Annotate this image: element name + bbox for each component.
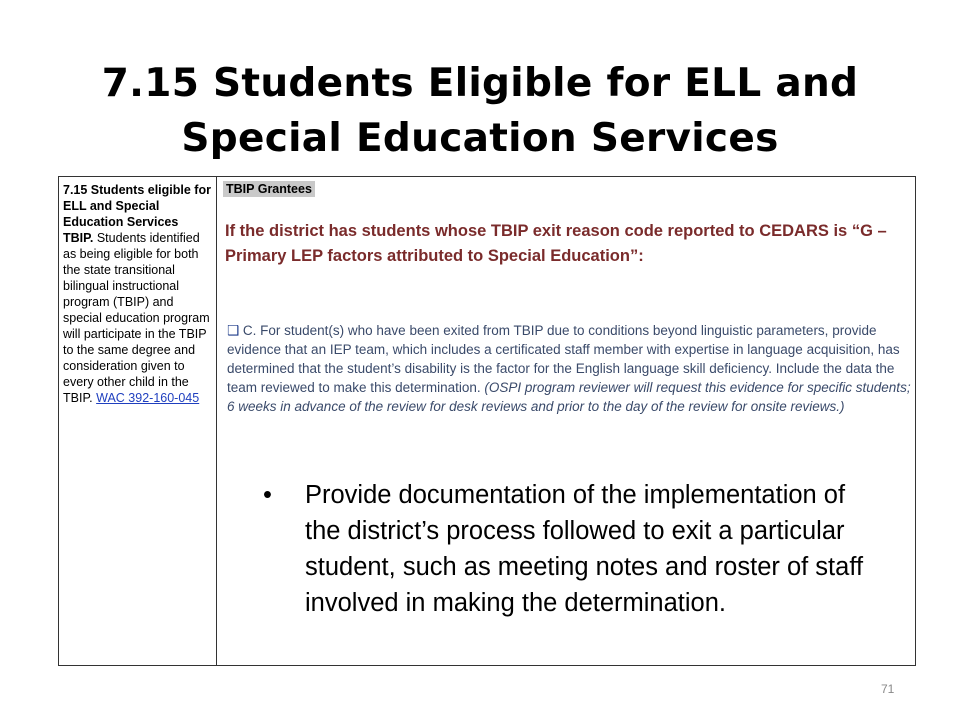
- checkbox-icon[interactable]: ❑: [227, 323, 240, 338]
- page-number: 71: [881, 682, 895, 696]
- cedars-condition: If the district has students whose TBIP exit reason code reported to CEDARS is “G – Primary LEP factors attributed to Special Education”:: [225, 222, 887, 265]
- requirement-description: Students identified as being eligible for both the state transitional bilingual instructional program (TBIP) and special education program will participate in the TBIP to the same degree and consideration given to every other child in the TBIP.: [63, 231, 210, 405]
- bullet-point: [263, 477, 883, 621]
- evidence-column: [223, 177, 915, 665]
- requirement-column: [59, 177, 217, 665]
- requirement-heading: 7.15 Students eligible for ELL and Special Education Services: [63, 183, 211, 229]
- tbip-label: TBIP.: [63, 231, 94, 245]
- slide-title: [40, 56, 920, 166]
- evidence-item: [227, 321, 917, 416]
- bullet-icon: •: [263, 481, 272, 509]
- title-line-2: Special Education Services: [181, 116, 779, 161]
- requirements-table: [58, 176, 916, 666]
- wac-link[interactable]: WAC 392-160-045: [96, 391, 200, 405]
- evidence-text: C. For student(s) who have been exited from TBIP due to conditions beyond linguistic parameters, provide evidence that an IEP team, which includes a certificated staff member with expertise in language acquisition, has determined that the student’s disability is the factor for the English language skill deficiency. Include the data the team reviewed to make this determination.: [227, 323, 900, 395]
- tbip-grantees-tag: TBIP Grantees: [223, 181, 315, 197]
- bullet-text: Provide documentation of the implementation of the district’s process followed to exit a particular student, such as meeting notes and roster of staff involved in making the determination.: [305, 481, 864, 617]
- title-line-1: 7.15 Students Eligible for ELL and: [101, 61, 859, 106]
- evidence-note: (OSPI program reviewer will request this evidence for specific students; 6 weeks in advance of the review for desk reviews and prior to the day of the review for onsite reviews.): [227, 380, 911, 414]
